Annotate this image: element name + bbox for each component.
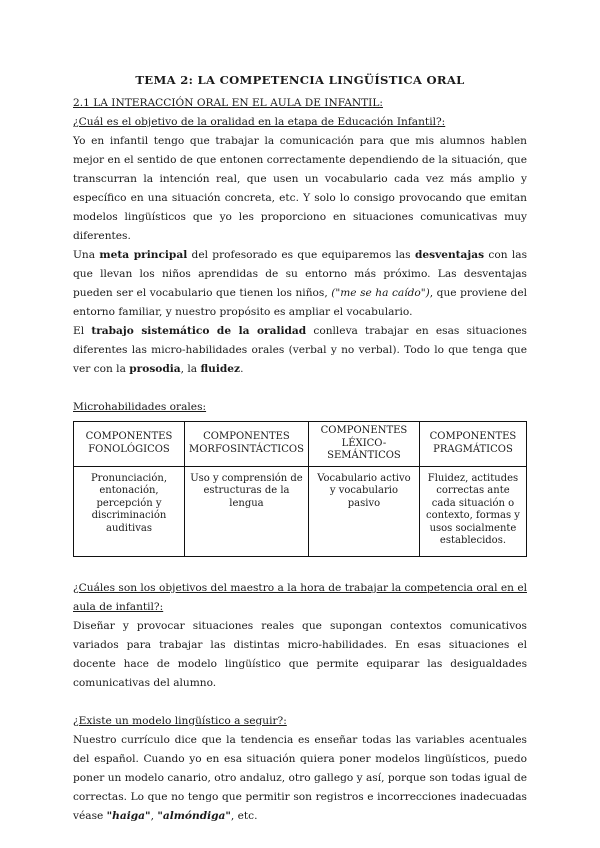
paragraph-intro: Yo en infantil tengo que trabajar la comunicación para que mis alumnos hablen mejor en el sentido de que entonen correctamente dependiendo de la situación, que transcurran la intención real, que usen un vocabulario cada vez más amplio y específico en una situación concreta, etc. Y solo lo consigo provocando que emitan modelos lingüísticos que yo les proporciono en situaciones comunicativas muy diferentes.	[73, 135, 527, 242]
paragraph-modelo	[73, 731, 527, 826]
italic-example: "haiga"	[106, 809, 151, 822]
question-heading: ¿Existe un modelo lingüístico a seguir?:	[73, 714, 287, 727]
text-run: con las que llevan los niños aprendidas de su entorno más próximo. Las desventajas pueden ser el vocabulario que tienen los niños,	[73, 249, 528, 299]
table-header: COMPONENTES PRAGMÁTICOS	[419, 422, 526, 467]
table-cell: Fluidez, actitudes correctas ante cada situación o contexto, formas y usos socialmente establecidos.	[419, 466, 526, 556]
text-run: , la	[180, 363, 201, 375]
question-heading: ¿Cuál es el objetivo de la oralidad en la etapa de Educación Infantil?:	[73, 116, 446, 128]
bold-term: meta principal	[99, 249, 188, 261]
italic-example: ("me se ha caído")	[331, 287, 430, 299]
bold-term: fluidez	[200, 363, 241, 375]
bold-term: prosodia	[129, 363, 181, 375]
microhabilidades-table	[73, 421, 527, 557]
table-header: COMPONENTES MORFOSINTÁCTICOS	[184, 422, 308, 467]
question-heading: ¿Cuáles son los objetivos del maestro a la hora de trabajar la competencia oral en el aula de infantil?:	[73, 581, 527, 613]
text-run: .	[240, 363, 244, 375]
table-cell: Vocabulario activo y vocabulario pasivo	[308, 466, 419, 556]
text-run: El	[73, 325, 92, 337]
text-run: , que proviene del entorno familiar, y nuestro propósito es ampliar el vocabulario.	[73, 287, 527, 318]
paragraph-objetivos: Diseñar y provocar situaciones reales que supongan contextos comunicativos variados para trabajar las distintas micro-habilidades. En esas situaciones el docente hace de modelo lingüístico que permite equiparar las desigualdades comunicativas del alumno.	[73, 619, 527, 689]
text-run: ,	[150, 809, 158, 822]
paragraph-oralidad	[73, 322, 527, 379]
table-row	[74, 466, 527, 556]
table-cell: Pronunciación, entonación, percepción y discriminación auditivas	[74, 466, 185, 556]
bold-term: trabajo sistemático de la oralidad	[91, 325, 307, 337]
table-cell: Uso y comprensión de estructuras de la lengua	[184, 466, 308, 556]
text-run: del profesorado es que equiparemos las	[187, 249, 415, 261]
section-heading: 2.1 LA INTERACCIÓN ORAL EN EL AULA DE INFANTIL:	[73, 97, 383, 109]
document-page	[73, 70, 527, 826]
micro-heading: Microhabilidades orales:	[73, 401, 207, 413]
italic-example: "almóndiga"	[157, 809, 231, 822]
table-header: COMPONENTES FONOLÓGICOS	[74, 422, 185, 467]
document-title: TEMA 2: LA COMPETENCIA LINGÜÍSTICA ORAL	[135, 73, 465, 87]
text-run: , etc.	[230, 809, 258, 822]
text-run: Nuestro currículo dice que la tendencia es enseñar todas las variables acentuales del español. Cuando yo en esa situación quiera poner modelos lingüísticos, puedo poner un modelo canario, otro andaluz, otro gallego y así, porque son todas igual de correctas. Lo que no tengo que permitir son registros e incorrecciones inadecuadas véase	[73, 733, 527, 822]
bold-term: desventajas	[414, 249, 485, 261]
text-run: conlleva trabajar en esas situaciones diferentes las micro-habilidades orales (verbal y no verbal). Todo lo que tenga que ver con la	[73, 325, 527, 375]
table-header: COMPONENTES LÉXICO-SEMÁNTICOS	[308, 422, 419, 467]
paragraph-meta	[73, 246, 527, 322]
table-header-row	[74, 422, 527, 467]
text-run: Una	[73, 249, 100, 261]
